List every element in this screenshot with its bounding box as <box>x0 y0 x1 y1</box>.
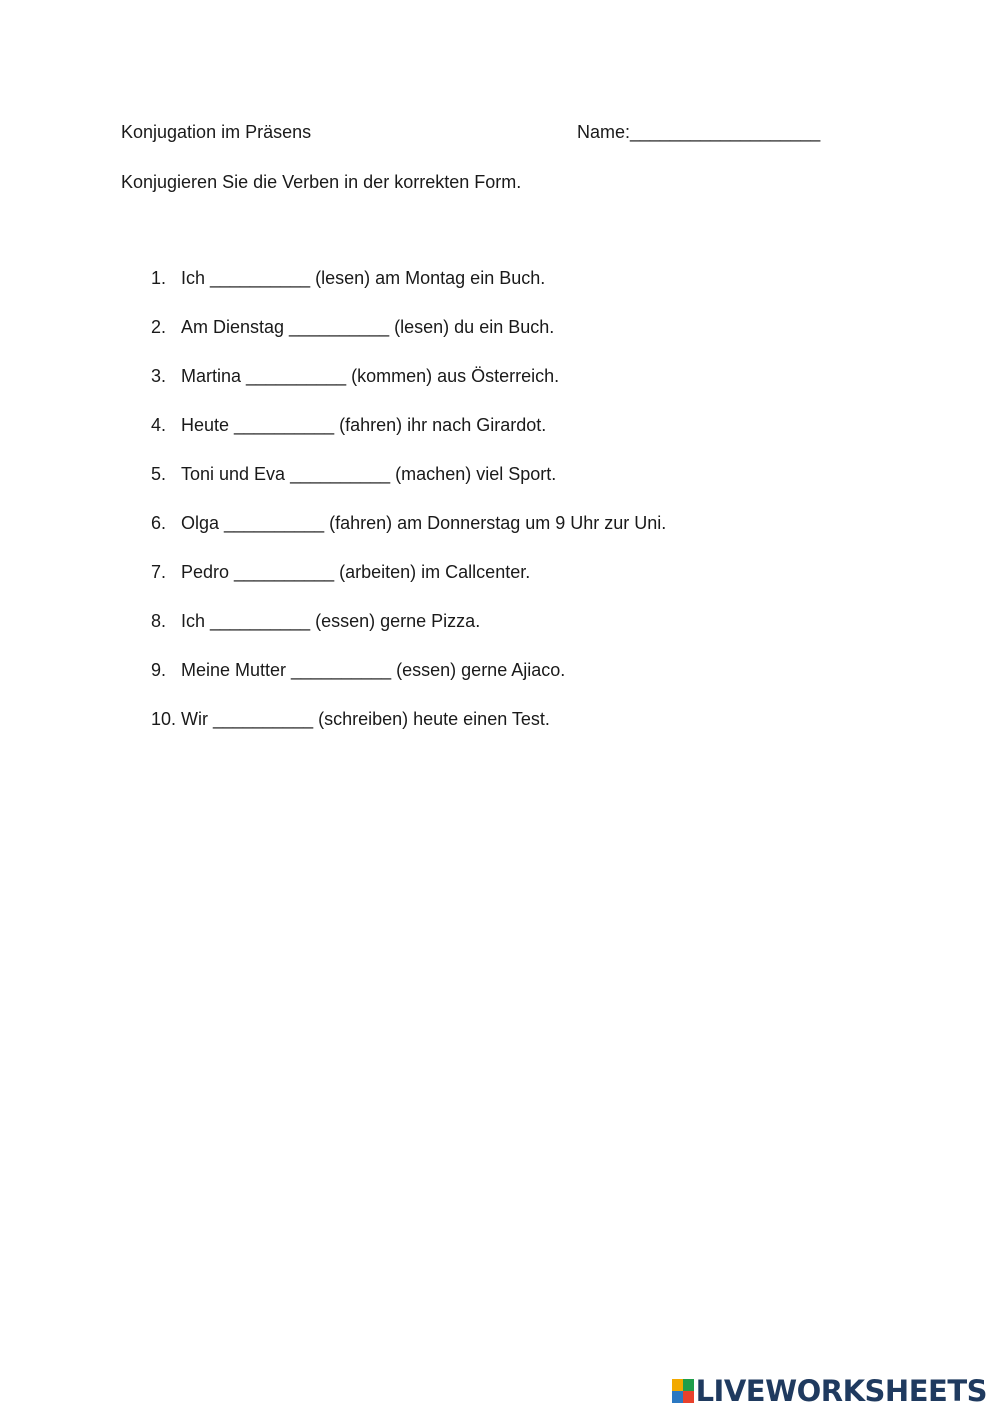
exercise-number: 1. <box>151 268 167 288</box>
exercise-item <box>0 414 547 463</box>
exercise-number: 6. <box>151 513 167 533</box>
exercise-sentence: Martina __________ (kommen) aus Österreich. <box>181 366 560 386</box>
exercise-sentence: Meine Mutter __________ (essen) gerne Ajiaco. <box>181 660 566 680</box>
exercise-number: 5. <box>151 464 167 484</box>
instruction-text: Konjugieren Sie die Verben in der korrekten Form. <box>121 172 522 192</box>
exercise-item <box>0 463 557 512</box>
exercise-item <box>0 610 481 659</box>
logo-square-4 <box>683 1391 694 1403</box>
exercise-sentence: Pedro __________ (arbeiten) im Callcenter. <box>181 562 531 582</box>
exercise-item <box>0 659 566 708</box>
exercise-item <box>0 708 550 757</box>
exercise-number: 9. <box>151 660 167 680</box>
exercise-sentence: Olga __________ (fahren) am Donnerstag um 9 Uhr zur Uni. <box>181 513 667 533</box>
exercise-item <box>0 267 546 316</box>
logo-square-1 <box>672 1379 683 1391</box>
exercise-number: 2. <box>151 317 167 337</box>
logo-square-3 <box>672 1391 683 1403</box>
exercise-item <box>0 512 667 561</box>
liveworksheets-logo-icon <box>672 1379 694 1403</box>
worksheet-title: Konjugation im Präsens <box>121 122 312 142</box>
exercise-number: 7. <box>151 562 167 582</box>
exercise-number: 4. <box>151 415 167 435</box>
name-field: Name:___________________ <box>577 122 821 142</box>
exercise-number: 8. <box>151 611 167 631</box>
exercise-sentence: Ich __________ (essen) gerne Pizza. <box>181 611 481 631</box>
exercise-sentence: Wir __________ (schreiben) heute einen Test. <box>181 709 550 729</box>
liveworksheets-logo <box>672 1374 987 1408</box>
exercise-list <box>0 267 667 757</box>
exercise-sentence: Toni und Eva __________ (machen) viel Sport. <box>181 464 557 484</box>
exercise-number: 10. <box>151 709 177 729</box>
exercise-item <box>0 561 531 610</box>
exercise-number: 3. <box>151 366 167 386</box>
exercise-item <box>0 316 555 365</box>
exercise-item <box>0 365 560 414</box>
logo-square-2 <box>683 1379 694 1391</box>
logo-text: LIVEWORKSHEETS <box>695 1374 987 1408</box>
exercise-sentence: Heute __________ (fahren) ihr nach Girardot. <box>181 415 547 435</box>
exercise-sentence: Am Dienstag __________ (lesen) du ein Buch. <box>181 317 555 337</box>
exercise-sentence: Ich __________ (lesen) am Montag ein Buch. <box>181 268 546 288</box>
